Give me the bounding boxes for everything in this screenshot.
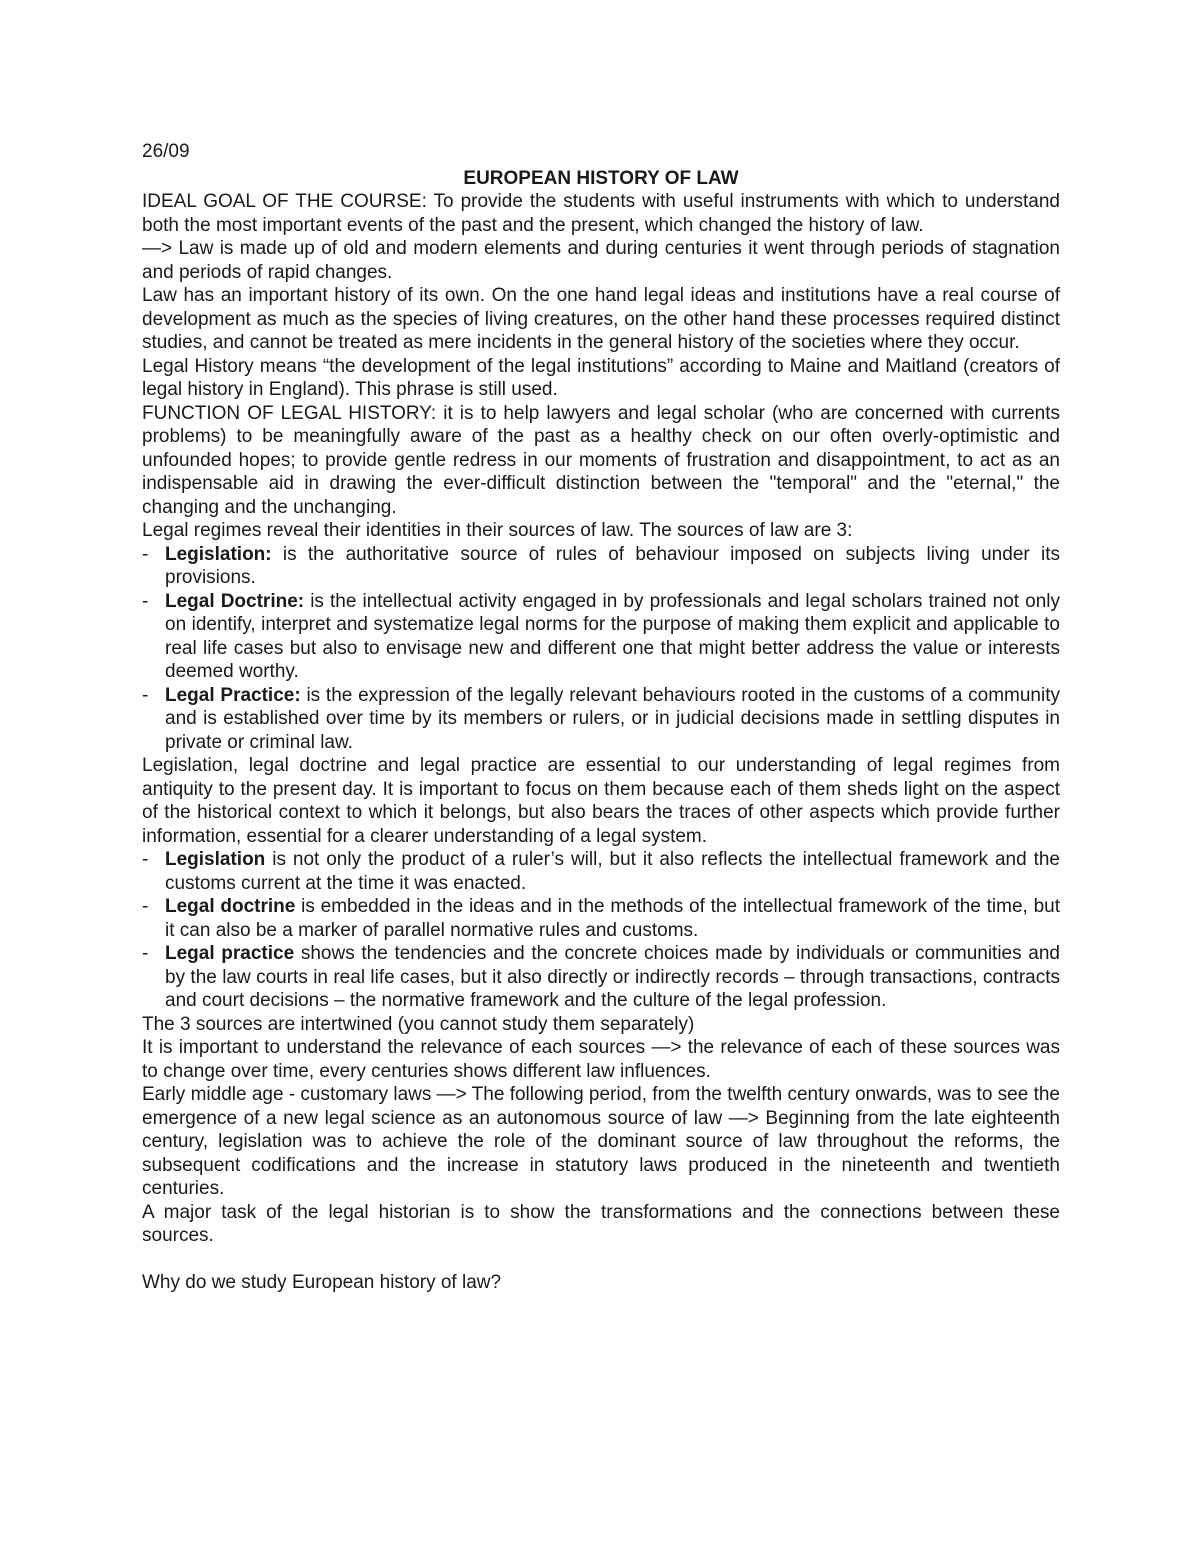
bullet-dash: - bbox=[142, 849, 149, 870]
bullet-dash: - bbox=[142, 590, 149, 612]
paragraph-legal-history-meaning: Legal History means “the development of the legal institutions” according to Maine and Maitland (creators of legal history in England). This phrase is still used. bbox=[142, 355, 1060, 400]
item-sep: : bbox=[265, 543, 272, 565]
item-text: is the intellectual activity engaged in by professionals and legal scholars trained not only on identify, interpret and systematize legal norms for the purpose of making them explicit and applicable to real life cases but also to envisage new and different one that might better address the value or interests deemed worthy. bbox=[165, 590, 1060, 682]
item-term: Legislation bbox=[165, 849, 266, 870]
item-text: is the authoritative source of rules of behaviour imposed on subjects living under its provisions. bbox=[165, 543, 1060, 588]
list-item bbox=[142, 543, 1060, 590]
paragraph-function: FUNCTION OF LEGAL HISTORY: it is to help lawyers and legal scholar (who are concerned with currents problems) to be meaningfully aware of the past as a healthy check on our often overly-optimistic and unfounded hopes; to provide gentle redress in our moments of frustration and disappointment, to act as an indispensable aid in drawing the ever-difficult distinction between the "temporal" and the "eternal," the changing and the unchanging. bbox=[142, 402, 1060, 518]
paragraph-law-elements: —> Law is made up of old and modern elements and during centuries it went through periods of stagnation and periods of rapid changes. bbox=[142, 238, 1060, 283]
document-page bbox=[142, 140, 1060, 1295]
paragraph-legal-regimes: Legal regimes reveal their identities in their sources of law. The sources of law are 3: bbox=[142, 520, 853, 541]
closing-question: Why do we study European history of law? bbox=[142, 1272, 502, 1293]
paragraph-relevance: It is important to understand the relevance of each sources —> the relevance of each of these sources was to change over time, every centuries shows different law influences. bbox=[142, 1037, 1060, 1082]
traces-list bbox=[142, 848, 1060, 1013]
item-sep: : bbox=[294, 684, 301, 706]
document-title: EUROPEAN HISTORY OF LAW bbox=[463, 167, 739, 189]
bullet-dash: - bbox=[142, 943, 149, 964]
item-text: is embedded in the ideas and in the methods of the intellectual framework of the time, but it can also be a marker of parallel normative rules and customs. bbox=[165, 896, 1061, 941]
item-term: Legal doctrine bbox=[165, 896, 296, 917]
item-term: Legal practice bbox=[165, 943, 295, 964]
paragraph-law-history: Law has an important history of its own. On the one hand legal ideas and institutions have a real course of development as much as the species of living creatures, on the other hand these processes required distinct studies, and cannot be treated as mere incidents in the general history of the societies where they occur. bbox=[142, 285, 1060, 353]
list-item bbox=[142, 942, 1060, 1013]
item-term: Legal Practice bbox=[165, 684, 295, 706]
bullet-dash: - bbox=[142, 896, 149, 917]
bullet-dash: - bbox=[142, 684, 149, 706]
item-sep: : bbox=[297, 590, 305, 612]
paragraph-essential-sources: Legislation, legal doctrine and legal practice are essential to our understanding of legal regimes from antiquity to the present day. It is important to focus on them because each of them sheds light on the aspect of the historical context to which it belongs, but also bears the traces of other aspects which provide further information, essential for a clearer understanding of a legal system. bbox=[142, 755, 1060, 847]
blank-line bbox=[142, 1248, 1060, 1272]
paragraph-intertwined: The 3 sources are intertwined (you cannot study them separately) bbox=[142, 1013, 695, 1035]
paragraph-course-goal: IDEAL GOAL OF THE COURSE: To provide the students with useful instruments with which to understand both the most important events of the past and the present, which changed the history of law. bbox=[142, 191, 1060, 236]
item-term: Legal Doctrine bbox=[165, 590, 298, 612]
item-term: Legislation bbox=[165, 543, 266, 565]
paragraph-historian-task: A major task of the legal historian is to show the transformations and the connections between these sources. bbox=[142, 1201, 1060, 1246]
date-heading: 26/09 bbox=[142, 141, 190, 162]
list-item bbox=[142, 848, 1060, 895]
bullet-dash: - bbox=[142, 543, 149, 565]
item-text: is not only the product of a ruler’s will, but it also reflects the intellectual framework and the customs current at the time it was enacted. bbox=[165, 849, 1060, 894]
sources-list bbox=[142, 543, 1060, 755]
item-text: is the expression of the legally relevant behaviours rooted in the customs of a community and is established over time by its members or rulers, or in judicial decisions made in settling disputes in private or criminal law. bbox=[165, 684, 1061, 753]
list-item bbox=[142, 895, 1060, 942]
list-item bbox=[142, 684, 1060, 755]
list-item bbox=[142, 590, 1060, 684]
paragraph-periods: Early middle age - customary laws —> The following period, from the twelfth century onwards, was to see the emergence of a new legal science as an autonomous source of law —> Beginning from the late eighteenth century, legislation was to achieve the role of the dominant source of law throughout the reforms, the subsequent codifications and the increase in statutory laws produced in the nineteenth and twentieth centuries. bbox=[142, 1084, 1060, 1199]
item-text: shows the tendencies and the concrete choices made by individuals or communities and by the law courts in real life cases, but it also directly or indirectly records – through transactions, contracts and court decisions – the normative framework and the culture of the legal profession. bbox=[165, 943, 1060, 1011]
